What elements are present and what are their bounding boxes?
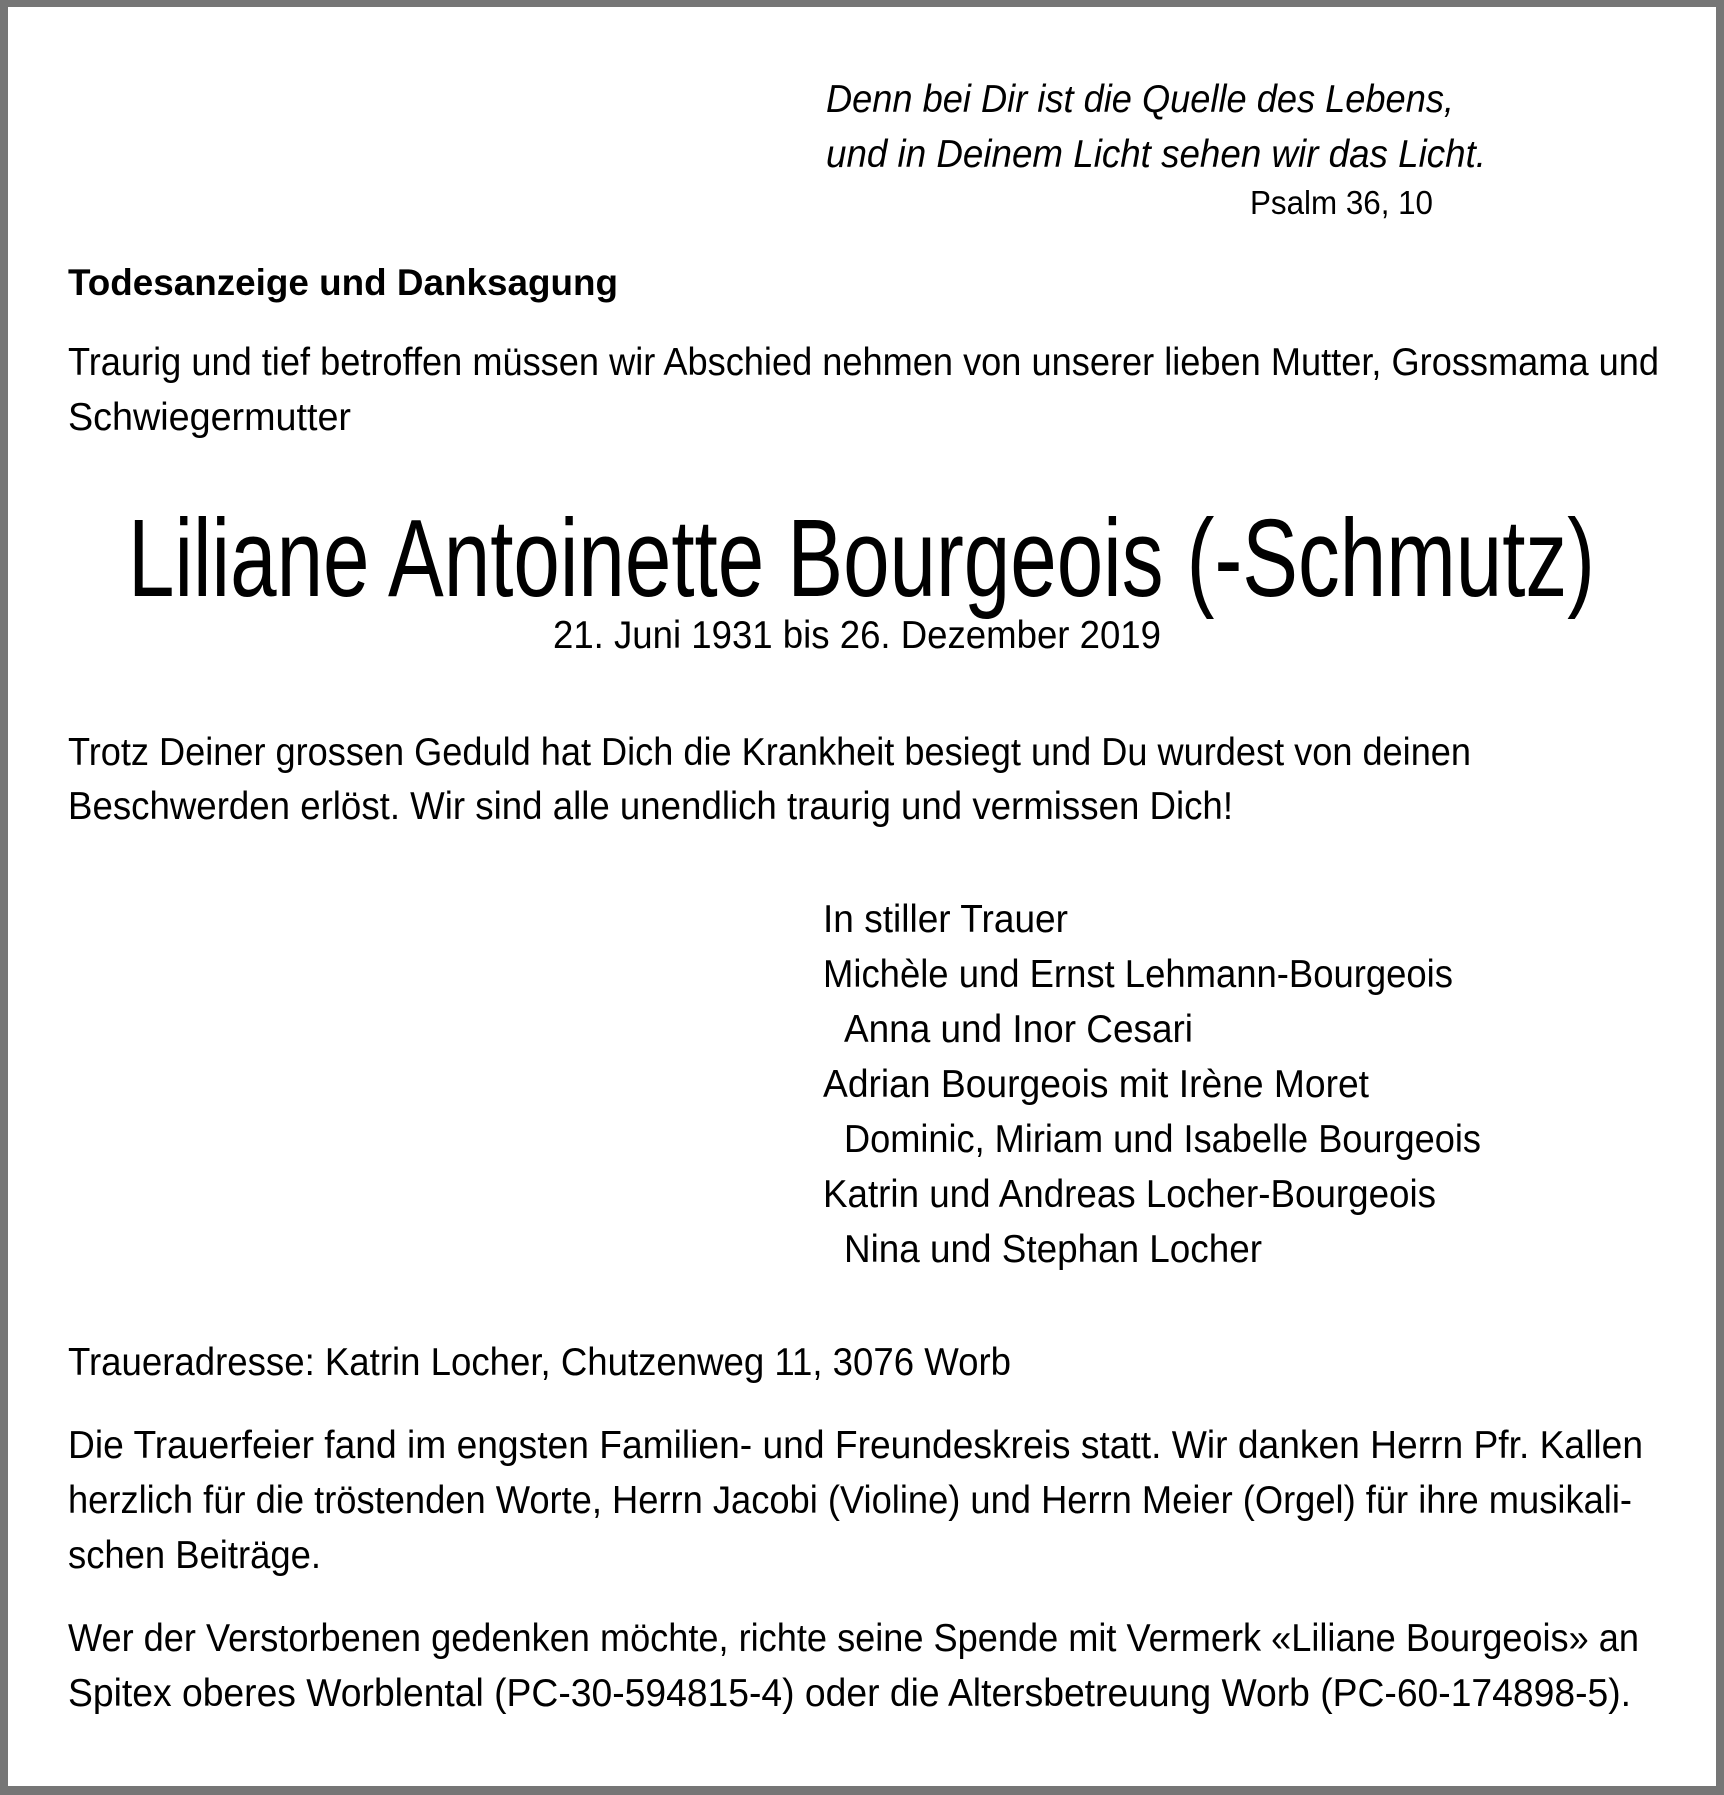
mourners-intro: In stiller Trauer [823, 898, 1068, 941]
mourning-address: Traueradresse: Katrin Locher, Chutzenweg 11, 3076 Worb [68, 1341, 1011, 1384]
tribute-line-1: Trotz Deiner grossen Geduld hat Dich die Krankheit besiegt und Du wurdest von deinen [68, 731, 1471, 774]
ceremony-line-1: Die Trauerfeier fand im engsten Familien- und Freundeskreis statt. Wir danken Herrn Pfr. Kallen [68, 1424, 1643, 1467]
tribute-line-2: Beschwerden erlöst. Wir sind alle unendlich traurig und vermissen Dich! [68, 785, 1233, 828]
verse-line-1: Denn bei Dir ist die Quelle des Lebens, [826, 78, 1454, 121]
mourner-line: Dominic, Miriam und Isabelle Bourgeois [844, 1118, 1481, 1161]
verse-line-2: und in Deinem Licht sehen wir das Licht. [826, 133, 1486, 176]
obituary-page [8, 7, 1716, 1786]
mourner-line: Michèle und Ernst Lehmann-Bourgeois [823, 953, 1453, 996]
mourner-line: Adrian Bourgeois mit Irène Moret [823, 1063, 1369, 1106]
mourner-line: Katrin und Andreas Locher-Bourgeois [823, 1173, 1436, 1216]
intro-line-1: Traurig und tief betroffen müssen wir Abschied nehmen von unserer lieben Mutter, Grossmama und [68, 341, 1659, 384]
notice-heading: Todesanzeige und Danksagung [68, 262, 618, 303]
mourner-line: Anna und Inor Cesari [844, 1008, 1193, 1051]
verse-reference: Psalm 36, 10 [1250, 184, 1433, 221]
life-dates: 21. Juni 1931 bis 26. Dezember 2019 [553, 614, 1161, 657]
intro-line-2: Schwiegermutter [68, 396, 351, 439]
donation-line-2: Spitex oberes Worblental (PC-30-594815-4) oder die Altersbetreuung Worb (PC-60-174898-5). [68, 1672, 1631, 1715]
donation-line-1: Wer der Verstorbenen gedenken möchte, richte seine Spende mit Vermerk «Liliane Bourgeois» an [68, 1617, 1639, 1660]
mourner-line: Nina und Stephan Locher [844, 1228, 1262, 1271]
deceased-name: Liliane Antoinette Bourgeois (-Schmutz) [128, 497, 1595, 620]
ceremony-line-2: herzlich für die tröstenden Worte, Herrn Jacobi (Violine) und Herrn Meier (Orgel) für ihre musikali- [68, 1479, 1632, 1522]
ceremony-line-3: schen Beiträge. [68, 1534, 321, 1577]
